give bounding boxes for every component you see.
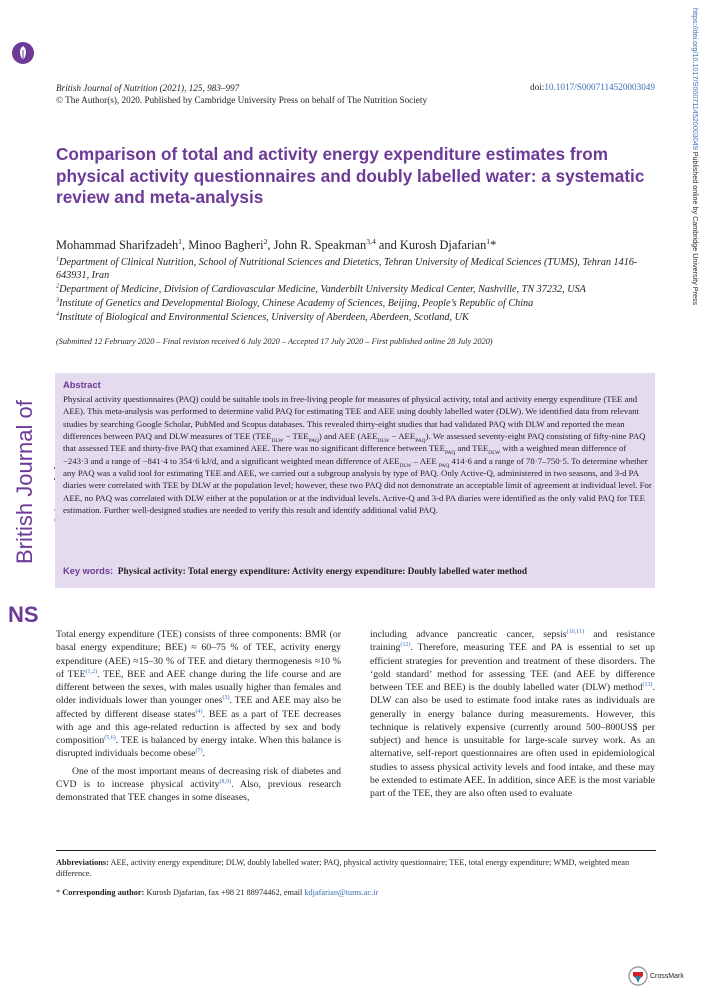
paragraph: One of the most important means of decreasing risk of diabetes and CVD is to increase physical activity$^{(8,9)}$. Also, previous research demonstrated that TEE changes in some diseases, [56,765,342,803]
doi-line [530,82,655,92]
side-published-text: Published online by Cambridge University Press [691,149,700,306]
svg-text:NS: NS [8,602,39,627]
citation-link[interactable]: (4) [195,708,203,715]
citation-link[interactable]: (3) [222,695,230,701]
citation-link[interactable]: (7) [195,748,203,754]
nutrition-society-logo [8,596,40,636]
copyright-line: © The Author(s), 2020. Published by Cambridge University Press on behalf of The Nutrition Society [56,95,428,105]
citation-link[interactable]: (5,6) [104,734,116,741]
article-title: Comparison of total and activity energy expenditure estimates from physical activity questionnaires and doubly labelled water: a systematic review and meta-analysis [56,144,645,207]
affiliation: $^1$Department of Clinical Nutrition, School of Nutritional Sciences and Dietetics, Tehran University of Medical Sciences (TUMS), Tehran 1416-643931, Iran [56,255,638,281]
affiliation: $^3$Institute of Genetics and Developmental Biology, Chinese Academy of Sciences, Beijing, People’s Republic of China [56,296,534,309]
side-doi-url [686,8,700,338]
citation-link[interactable]: (1,2) [85,668,98,675]
journal-vertical-title: British Journal of [12,400,37,565]
author-sup: 1 [178,236,182,246]
citation-link[interactable]: (13) [642,681,653,688]
corresponding-author-footnote: * Corresponding author: Kurosh Djafarian, fax +98 21 88974462, email kdjafarian@tums.ac.ir [56,888,379,897]
author-sup: 1 [486,236,491,246]
author-list [56,238,496,253]
author-sup: 2 [263,236,268,246]
submission-dates: (Submitted 12 February 2020 – Final revision received 6 July 2020 – Accepted 17 July 2020 – First published online 28 July 2020) [56,337,493,346]
doi-label: doi: [530,82,545,92]
citation-link[interactable]: (8,9) [219,778,232,785]
abbreviations-footnote: Abbreviations: AEE, activity energy expenditure; DLW, doubly labelled water; PAQ, physical activity questionnaire; TEE, total energy expenditure; WMD, weighted mean difference. [56,858,630,879]
crossmark-button[interactable]: CrossMark [628,964,684,988]
paragraph: including advance pancreatic cancer, sepsis$^{(10,11)}$ and resistance training$^{(12)}$. Therefore, measuring TEE and PA is essential to set up efficient strategies for prevention and treatment of these disorders. The ‘gold standard’ method for assessing TEE (and AEE by difference between TEE and BEE) is the doubly labelled water (DLW) method$^{(13)}$. DLW can also be used to estimate food intake rates as individuals are generally in energy balance during measurements. However, this technique is relatively expensive (currently around 500–800US$ per subject) and hence is unsuitable for large-scale survey work. As an alternative, self-report questionnaires are often used in epidemiological studies to assess physical activity levels and food intake, and these may be extended to estimate AEE. In addition, since AEE is the most variable part of the TEE, they are also often used to evaluate [370,628,655,799]
author-sep: , [182,238,189,252]
footnote-divider [56,850,656,851]
doi-link[interactable]: 10.1017/S0007114520003049 [544,82,655,92]
author-sup: 3,4 [366,236,376,246]
author-name[interactable]: Kurosh Djafarian [399,238,487,252]
keywords-line [63,566,653,577]
affiliation: $^4$Institute of Biological and Environmental Sciences, University of Aberdeen, Aberdeen, Scotland, UK [56,310,469,323]
body-column-left [56,628,341,804]
side-doi-link[interactable]: https://doi.org/10.1017/S0007114520003049 [691,8,700,150]
author-name[interactable]: Mohammad Sharifzadeh [56,238,179,252]
journal-citation: British Journal of Nutrition (2021), 125, 983–997 [56,83,240,93]
author-name[interactable]: John R. Speakman [273,238,367,252]
publisher-logo-badge [12,42,34,64]
abstract-heading: Abstract [63,380,101,390]
keywords-label: Key words: [63,566,114,576]
author-sep: and [375,238,400,252]
author-name[interactable]: Minoo Bagheri [188,238,264,252]
citation-link[interactable]: (10,11) [566,628,584,635]
citation-link[interactable]: (12) [400,642,411,648]
email-link[interactable]: kdjafarian@tums.ac.ir [304,888,379,897]
paragraph: Total energy expenditure (TEE) consists of three components: BMR (or basal energy expenditure; BEE) ≈ 60–75 % of TEE, activity energy expenditure (AEE) ≈15–30 % of TEE and dietary thermogenesis ≈10 % of TEE$^{(1,2)}$. TEE, BEE and AEE change during the life course and are different between the sexes, with males usually higher than females and older individuals lower than younger ones$^{(3)}$. TEE and AEE may also be affected by different disease states$^{(4)}$. BEE as a part of TEE decreases with age and this age-related reduction is affected by sex and body composition$^{(5,6)}$. TEE is balanced by energy intake. When this balance is disrupted individuals become obese$^{(7)}$. [56,629,341,760]
body-column-right [370,628,655,800]
leaf-icon [12,42,34,64]
abstract-text: Physical activity questionnaires (PAQ) could be suitable tools in free-living people for measures of physical activity, total and activity energy expenditure (TEE and AEE). This meta-analysis was performed to determine valid PAQ for estimating TEE and AEE using doubly labelled water (DLW). We identified data from relevant studies by searching Google Scholar, PubMed and Scopus databases. This revealed thirty-eight studies that had validated PAQ with DLW and reported the mean differences between PAQ and DLW measures of TEE $(TEE_{DLW} - TEE_{PAQ})$ and AEE $(AEE_{DLW} - AEE_{PAQ})$. We assessed seventy-eight PAQ consisting of fifty-nine PAQ that assessed TEE and thirty-five PAQ that examined AEE. There was no significant difference between $TEE_{PAQ}$ and $TEE_{DLW}$ with a weighted mean difference of −243·3 and a range of −841·4 to 354·6 kJ/d, and a significant weighted mean difference of $AEE_{DLW}$ – AEE $_{PAQ}$ 414·6 and a range of 78·7–750·5. To determine whether any PAQ was a valid tool for estimating TEE and AEE, we carried out a subgroup analysis by type of PAQ. Only Active-Q, administered in two seasons, and 3-d PA diaries were correlated with TEE by DLW at the population level; however, these two PAQ did not demonstrate an acceptable limit of agreement at individual level. For AEE, no PAQ was correlated with DLW either at the population or at the individual levels. Active-Q and 3-d PA diaries were identified as the only valid PAQ for TEE estimation. Further well-designed studies are needed to verify this result and identify additional valid PAQ. [63,394,652,516]
keywords-text: Physical activity: Total energy expenditure: Activity energy expenditure: Doubly labelled water method [117,567,528,577]
affiliation: $^2$Department of Medicine, Division of Cardiovascular Medicine, Vanderbilt University Medical Center, Nashville, TN 37232, USA [56,282,586,295]
author-sep: * [490,238,497,252]
crossmark-icon [628,964,648,988]
author-sep: , [267,238,274,252]
